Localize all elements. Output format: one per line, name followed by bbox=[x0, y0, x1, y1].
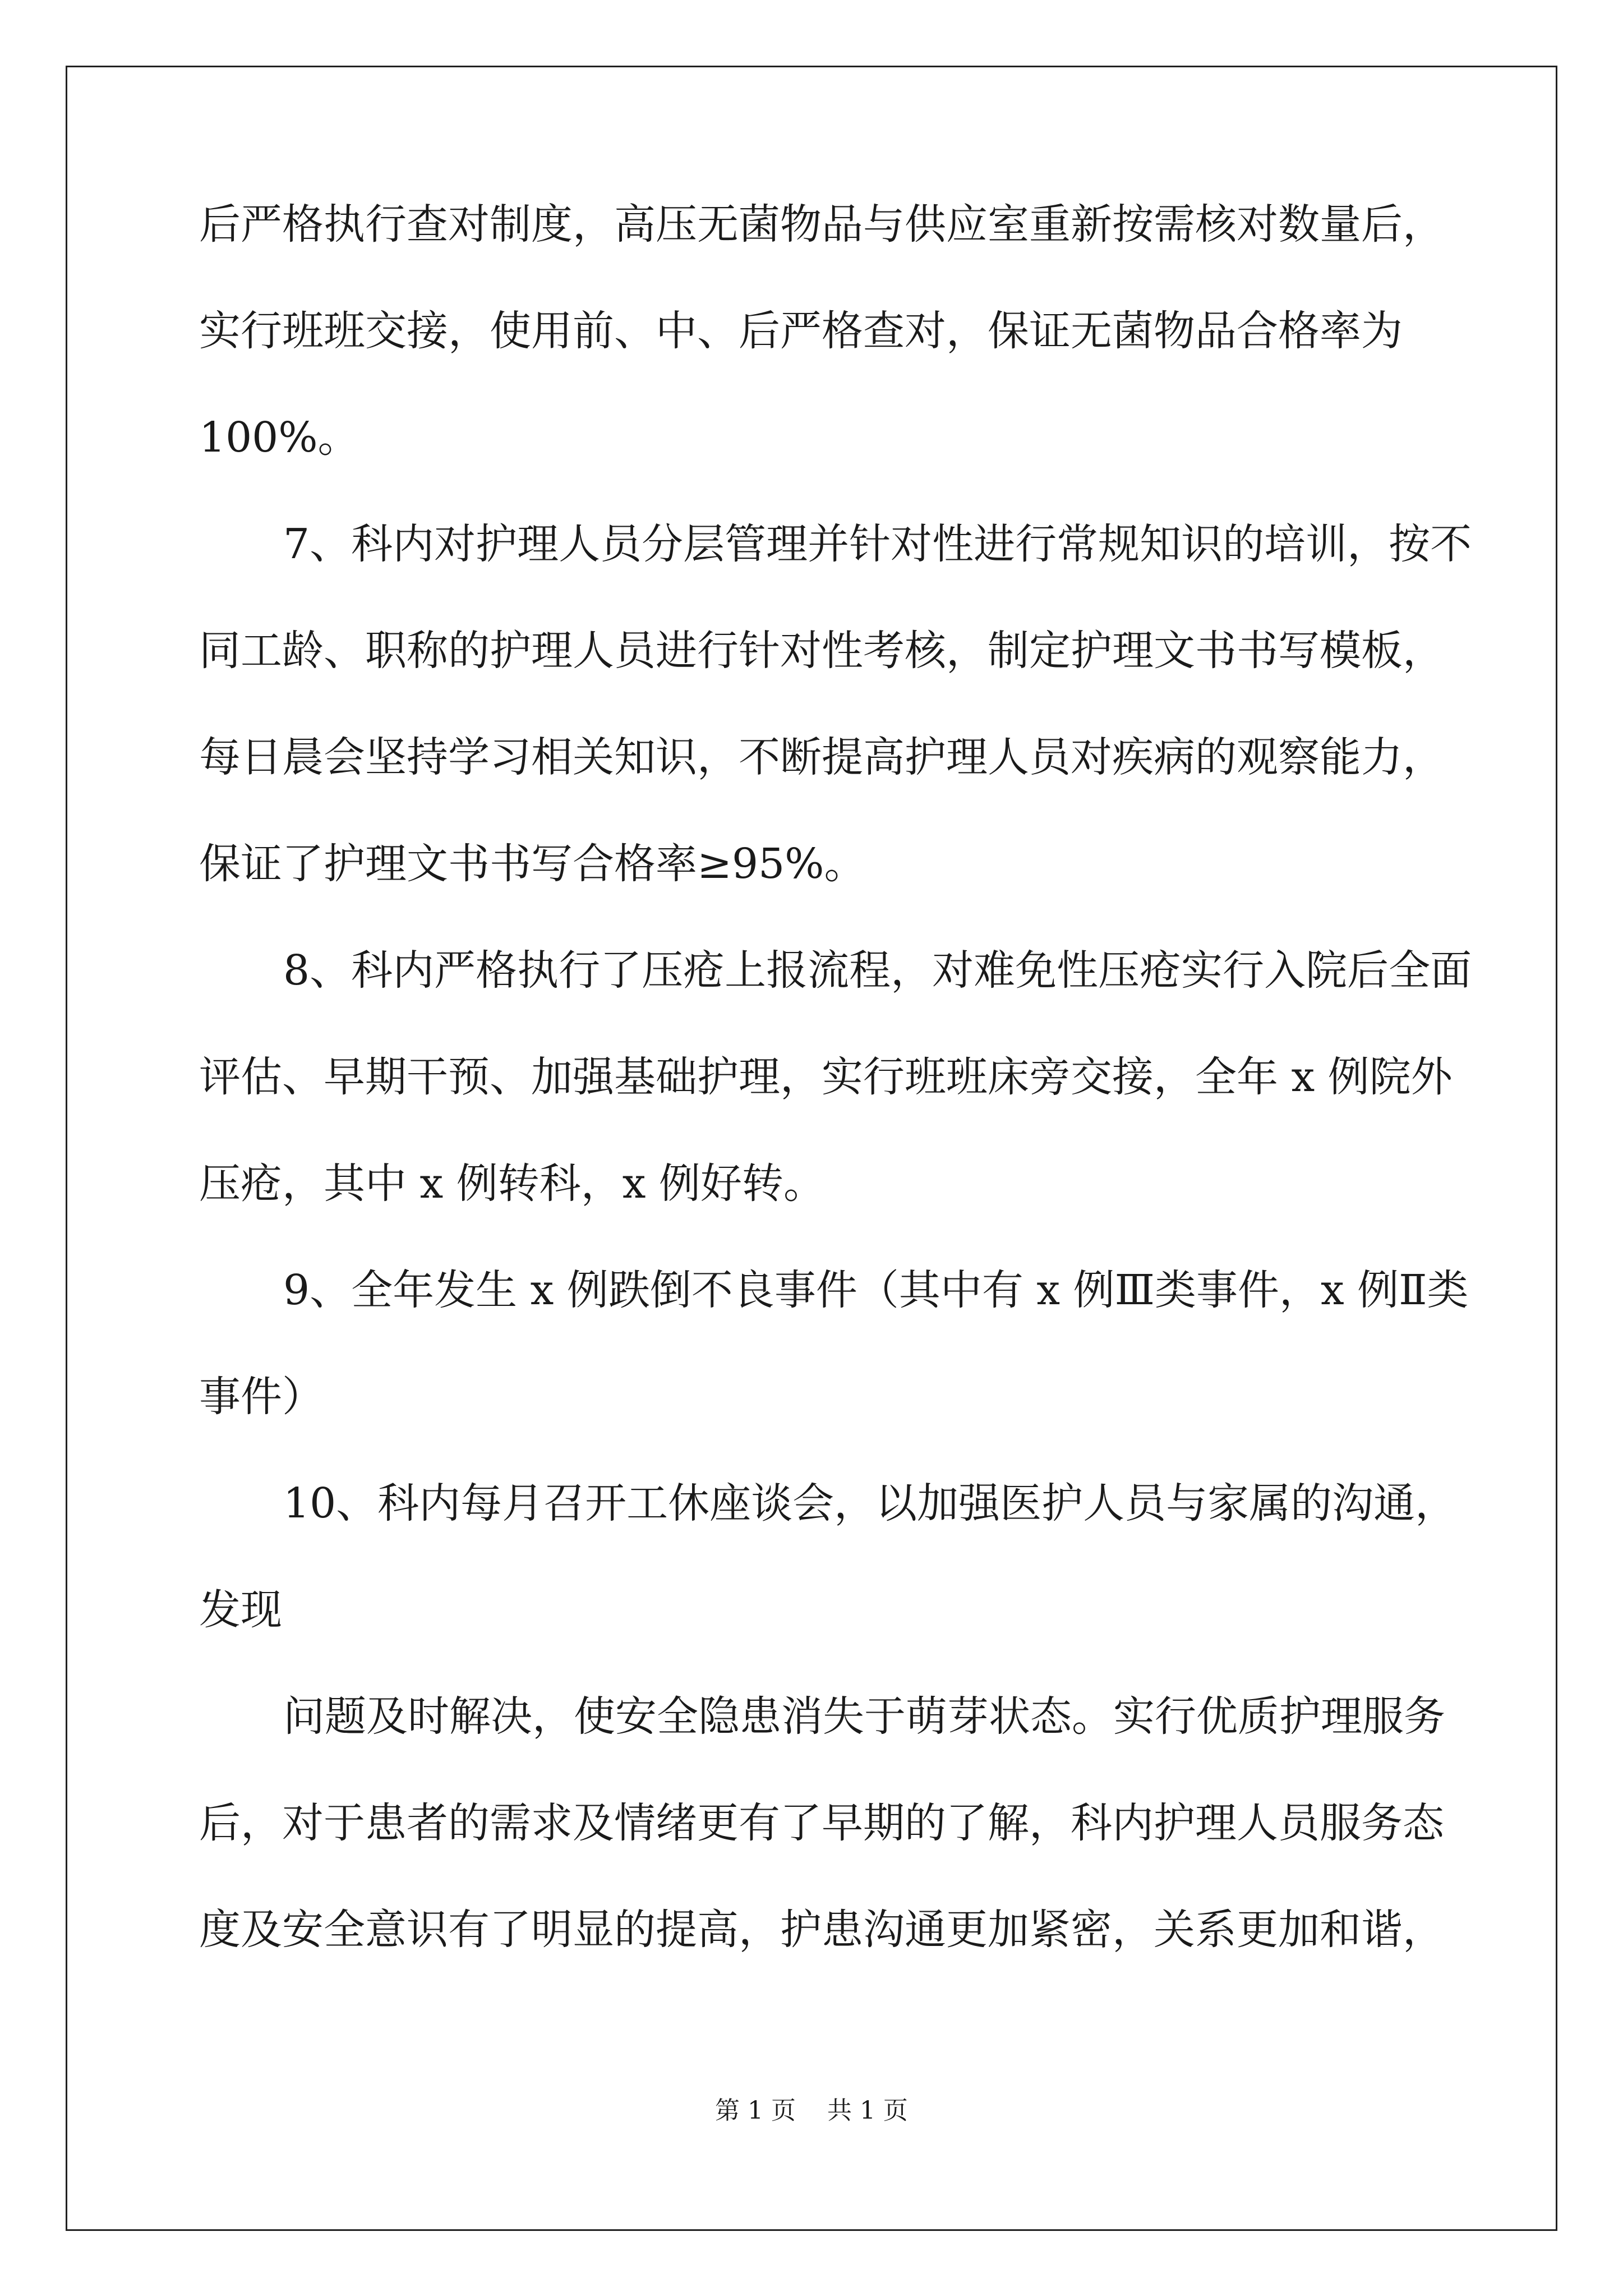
text-line: 后，对于患者的需求及情绪更有了早期的了解，科内护理人员服务态 bbox=[199, 1799, 1444, 1847]
text-line: 后严格执行查对制度，高压无菌物品与供应室重新按需核对数量后， bbox=[199, 200, 1444, 249]
text-line: 发现 bbox=[199, 1586, 282, 1634]
paragraph-10-start: 10、科内每月召开工休座谈会，以加强医护人员与家属的沟通， bbox=[283, 1479, 1457, 1527]
paragraph-8-start: 8、科内严格执行了压疮上报流程，对难免性压疮实行入院后全面 bbox=[283, 946, 1472, 995]
text-line: 压疮，其中 x 例转科，x 例好转。 bbox=[199, 1159, 826, 1208]
paragraph-9-start: 9、全年发生 x 例跌倒不良事件（其中有 x 例Ⅲ类事件，x 例Ⅱ类 bbox=[283, 1266, 1469, 1314]
text-line: 保证了护理文书书写合格率≥95%。 bbox=[199, 840, 866, 888]
text-line: 事件） bbox=[199, 1373, 324, 1421]
text-line: 同工龄、职称的护理人员进行针对性考核，制定护理文书书写模板， bbox=[199, 627, 1444, 675]
text-line: 100%。 bbox=[199, 413, 359, 462]
page-footer: 第 1 页 共 1 页 bbox=[715, 2096, 908, 2125]
paragraph-continuation-start: 问题及时解决，使安全隐患消失于萌芽状态。实行优质护理服务 bbox=[283, 1692, 1445, 1741]
text-line: 每日晨会坚持学习相关知识，不断提高护理人员对疾病的观察能力， bbox=[199, 733, 1444, 781]
text-line: 评估、早期干预、加强基础护理，实行班班床旁交接，全年 x 例院外 bbox=[199, 1053, 1453, 1101]
text-line: 度及安全意识有了明显的提高，护患沟通更加紧密，关系更加和谐， bbox=[199, 1906, 1444, 1954]
paragraph-7-start: 7、科内对护理人员分层管理并针对性进行常规知识的培训，按不 bbox=[283, 520, 1472, 568]
text-line: 实行班班交接，使用前、中、后严格查对，保证无菌物品合格率为 bbox=[199, 307, 1403, 355]
